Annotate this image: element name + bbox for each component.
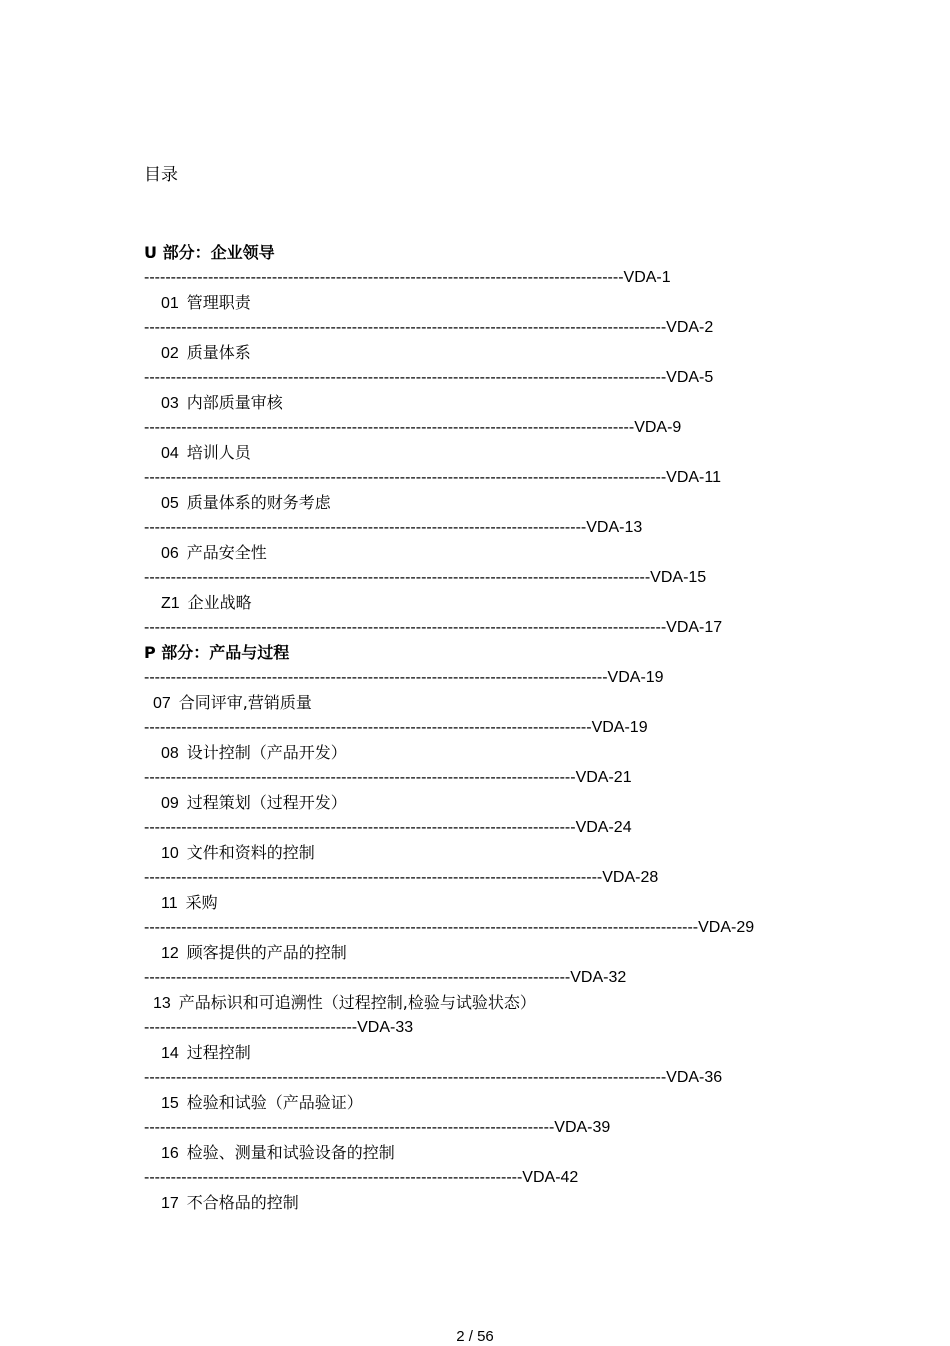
toc-entry-number: 14 [161,1045,179,1062]
toc-entry-label: 设计控制（产品开发） [186,743,347,762]
toc-leader-page-ref: ------------------------------------------------------------------------------------------VDA-1 [144,269,671,286]
toc-leader-page-ref: --------------------------------------------------------------------------------------------------VDA-36 [144,1069,723,1086]
toc-entry-number: 16 [161,1145,179,1162]
toc-entry-label: 检验和试验（产品验证） [186,1093,363,1112]
toc-entry-label: 产品安全性 [186,543,267,562]
toc-leader-page-ref: --------------------------------------------------------------------------------------------------VDA-2 [144,319,714,336]
toc-leader-page-ref: -----------------------------------------------------------------------------------VDA-13 [144,519,643,536]
toc-entry-number: 05 [161,495,179,512]
toc-leader-page-ref: ------------------------------------------------------------------------------------VDA-19 [144,719,648,736]
toc-leader-page-ref: -----------------------------------------------------------------------VDA-42 [144,1169,579,1186]
toc-leader-page-ref: -----------------------------------------------------------------------------VDA-39 [144,1119,611,1136]
toc-entry-label: 过程策划（过程开发） [186,793,347,812]
toc-entry-label: 检验、测量和试验设备的控制 [186,1143,395,1162]
toc-entry-label: 过程控制 [186,1043,251,1062]
toc-entry-number: 10 [161,845,179,862]
toc-entry-number: 17 [161,1195,179,1212]
toc-leader-page-ref: ----------------------------------------VDA-33 [144,1019,414,1036]
toc-entry-number: 06 [161,545,179,562]
toc-leader-page-ref: --------------------------------------------------------------------------------------------VDA-9 [144,419,682,436]
toc-entry-number: 08 [161,745,179,762]
toc-leader-page-ref: ---------------------------------------------------------------------------------------VDA-19 [144,669,664,686]
toc-leader-page-ref: --------------------------------------------------------------------------------------------------VDA-5 [144,369,714,386]
toc-entry-number: 07 [153,695,171,712]
toc-leader-page-ref: --------------------------------------------------------------------------------------------------VDA-17 [144,619,723,636]
toc-leader-page-ref: ---------------------------------------------------------------------------------VDA-24 [144,819,632,836]
toc-leader-page-ref: -----------------------------------------------------------------------------------------------VDA-15 [144,569,707,586]
toc-entry-label: 产品标识和可追溯性（过程控制,检验与试验状态） [178,993,536,1012]
toc-entry-label: 合同评审,营销质量 [178,693,312,712]
toc-entry-number: 01 [161,295,179,312]
toc-entry-number: 02 [161,345,179,362]
toc-section-heading: U 部分：企业领导 [144,243,275,262]
toc-section-heading: P 部分：产品与过程 [144,643,290,662]
toc-title: 目录 [144,165,178,185]
toc-leader-page-ref: --------------------------------------------------------------------------------------VDA-28 [144,869,659,886]
toc-entry-number: 03 [161,395,179,412]
toc-entry-label: 企业战略 [187,593,252,612]
toc-entry-number: 13 [153,995,171,1012]
toc-entry-number: Z1 [161,595,180,612]
toc-entry-number: 11 [161,895,178,912]
toc-entry-label: 质量体系 [186,343,251,362]
toc-entry-label: 不合格品的控制 [186,1193,299,1212]
toc-entry-label: 质量体系的财务考虑 [186,493,331,512]
toc-entry-label: 文件和资料的控制 [186,843,315,862]
toc-entry-number: 04 [161,445,179,462]
toc-entry-number: 12 [161,945,179,962]
toc-leader-page-ref: --------------------------------------------------------------------------------VDA-32 [144,969,627,986]
toc-entry-label: 顾客提供的产品的控制 [186,943,347,962]
toc-leader-page-ref: ---------------------------------------------------------------------------------VDA-21 [144,769,632,786]
toc-leader-page-ref: --------------------------------------------------------------------------------------------------VDA-11 [144,469,721,486]
toc-entry-label: 管理职责 [186,293,251,312]
toc-entry-label: 培训人员 [186,443,251,462]
toc-leader-page-ref: --------------------------------------------------------------------------------------------------------VDA-29 [144,919,755,936]
toc-entry-label: 内部质量审核 [186,393,283,412]
page-number: 2 / 56 [456,1328,494,1345]
toc-entry-number: 09 [161,795,179,812]
toc-entry-number: 15 [161,1095,179,1112]
toc-entry-label: 采购 [185,893,218,912]
